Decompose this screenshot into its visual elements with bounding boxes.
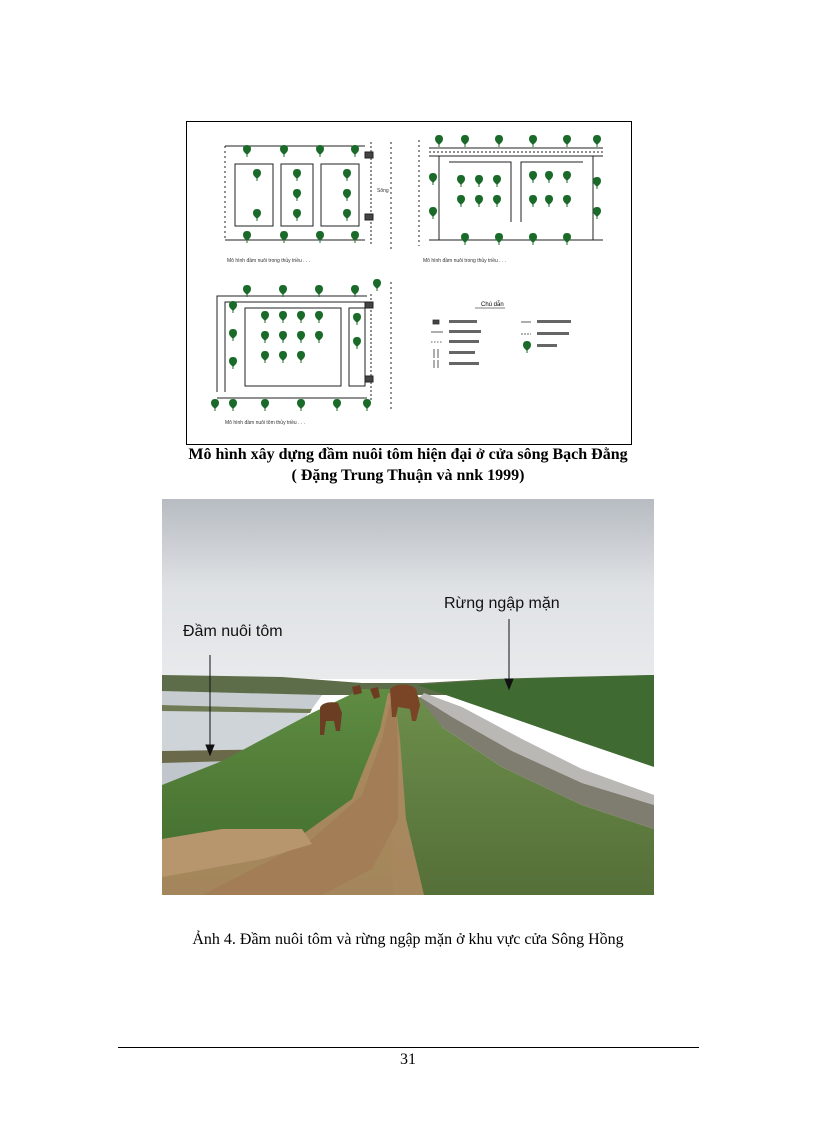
label-mangrove-forest: Rừng ngập mặn xyxy=(444,595,560,612)
diagram-c-trees xyxy=(211,279,381,411)
diagram-a-trees xyxy=(243,145,359,243)
pond-schematics xyxy=(187,122,631,444)
photo-caption: Ảnh 4. Đầm nuôi tôm và rừng ngập mặn ở khu vực cửa Sông Hồng xyxy=(192,931,624,948)
footer-divider xyxy=(118,1047,699,1048)
figure-caption-citation: ( Đặng Trung Thuận và nnk 1999) xyxy=(291,467,525,484)
page-number: 31 xyxy=(400,1051,416,1068)
shrimp-pond-mangrove-photo xyxy=(162,499,654,895)
diagram-c xyxy=(217,282,391,410)
figure-caption-title: Mô hình xây dựng đầm nuôi tôm hiện đại ở cửa sông Bạch Đằng xyxy=(188,446,628,463)
svg-text:Mô hình đầm nuôi trong thủy tr: Mô hình đầm nuôi trong thủy triều . . . xyxy=(227,258,311,264)
diagram-legend xyxy=(431,301,571,368)
shrimp-pond-diagram-figure xyxy=(186,121,632,445)
legend-title: Chú dẫn xyxy=(481,302,504,308)
photo-scene xyxy=(162,499,654,895)
svg-text:Sông: Sông xyxy=(377,188,389,194)
svg-text:Mô hình đầm nuôi trong thủy tr: Mô hình đầm nuôi trong thủy triều . . . xyxy=(423,258,507,264)
svg-text:Mô hình đầm nuôi tôm thủy triề: Mô hình đầm nuôi tôm thủy triều . . . xyxy=(225,420,306,426)
label-shrimp-pond: Đầm nuôi tôm xyxy=(183,623,283,640)
sky xyxy=(162,499,654,679)
diagram-b xyxy=(419,140,603,246)
